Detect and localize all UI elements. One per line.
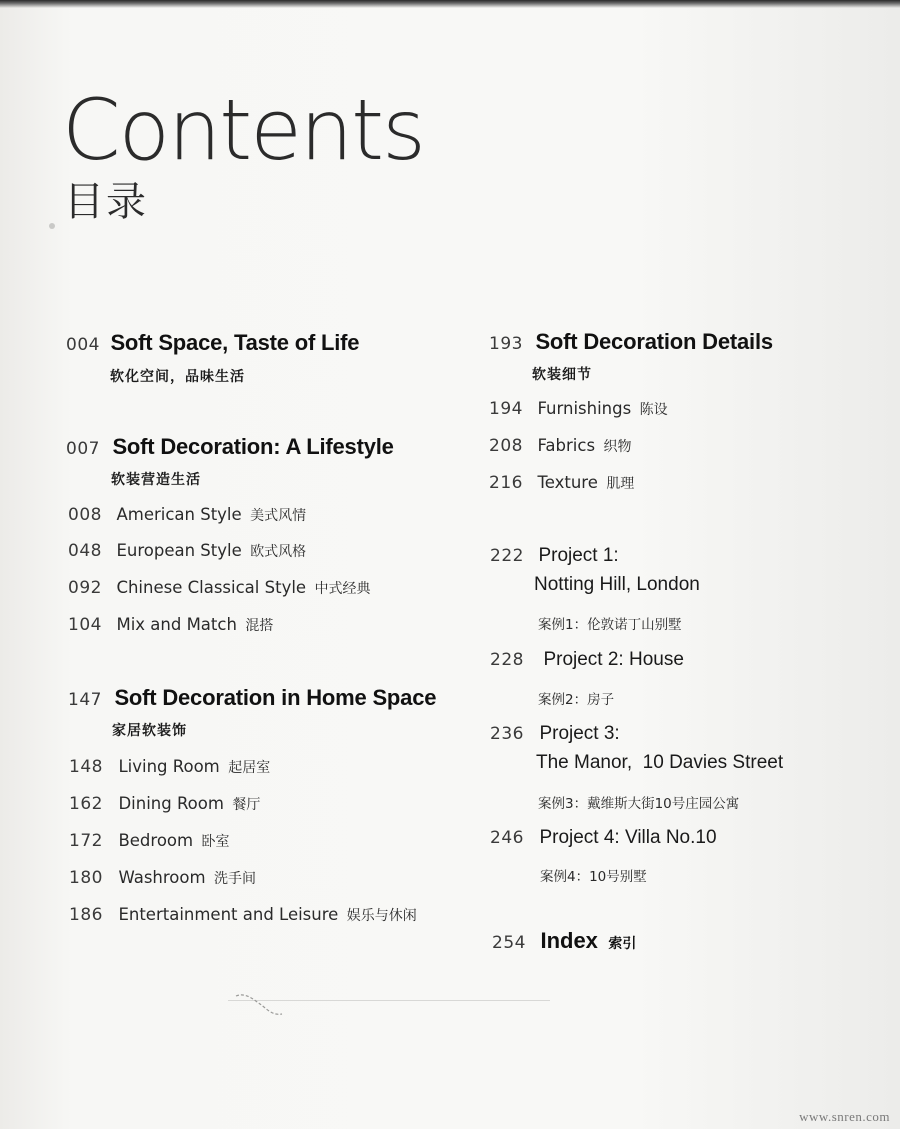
watermark: www.snren.com: [799, 1109, 890, 1124]
item-title-chinese: 卧室: [201, 834, 230, 850]
item-title-chinese: 娱乐与休闲: [346, 908, 417, 924]
item-page-number: 180: [69, 868, 103, 888]
toc-project-2[interactable]: [490, 649, 684, 671]
toc-item-fabrics[interactable]: [489, 436, 632, 456]
section-title-chinese: 软化空间，品味生活: [110, 369, 245, 385]
item-title-chinese: 美式风情: [250, 508, 307, 524]
toc-project-1[interactable]: [490, 545, 619, 567]
item-page-number: 172: [69, 831, 103, 851]
project-subtitle: Notting Hill, London: [534, 574, 700, 595]
item-title-chinese: 中式经典: [314, 581, 371, 597]
item-title-chinese: 起居室: [228, 760, 271, 776]
section-page-number: 147: [68, 690, 102, 710]
toc-item-living-room[interactable]: [69, 757, 270, 777]
item-title: European Style: [116, 541, 242, 560]
section-title: Soft Space, Taste of Life: [110, 330, 360, 355]
item-title-chinese: 混搭: [245, 618, 274, 634]
toc-index[interactable]: [492, 928, 636, 954]
page-title: Contents: [62, 81, 424, 179]
toc-project-3[interactable]: [490, 723, 620, 745]
section-title: Soft Decoration Details: [535, 329, 773, 354]
section-title: Soft Decoration: A Lifestyle: [112, 434, 394, 459]
index-page-number: 254: [492, 933, 526, 953]
item-title-chinese: 陈设: [639, 402, 668, 418]
toc-item-dining-room[interactable]: [69, 794, 260, 814]
item-page-number: 048: [68, 541, 102, 561]
item-page-number: 216: [489, 473, 523, 493]
project-page-number: 246: [490, 828, 524, 848]
item-title: Texture: [537, 473, 598, 492]
item-title: Entertainment and Leisure: [118, 905, 339, 924]
item-title-chinese: 织物: [603, 439, 632, 455]
item-title: Washroom: [118, 868, 206, 887]
index-title-chinese: 索引: [608, 936, 637, 952]
section-title-chinese: 软装营造生活: [111, 472, 201, 488]
toc-item-chinese-classical-style[interactable]: [68, 578, 371, 598]
toc-item-furnishings[interactable]: [489, 399, 668, 419]
item-title: Furnishings: [537, 399, 632, 418]
item-title-chinese: 洗手间: [214, 871, 257, 887]
section-page-number: 007: [66, 439, 100, 459]
item-page-number: 186: [69, 905, 103, 925]
item-title: Chinese Classical Style: [116, 578, 307, 597]
section-title: Soft Decoration in Home Space: [114, 685, 437, 710]
toc-section-soft-space[interactable]: [66, 330, 359, 356]
item-page-number: 104: [68, 615, 102, 635]
toc-section-details[interactable]: [489, 329, 773, 355]
toc-item-mix-and-match[interactable]: [68, 615, 273, 635]
section-page-number: 193: [489, 334, 523, 354]
item-page-number: 194: [489, 399, 523, 419]
project-title-chinese: 案例2：房子: [538, 692, 615, 708]
item-title-chinese: 欧式风格: [250, 544, 307, 560]
item-page-number: 008: [68, 505, 102, 525]
item-title: Bedroom: [118, 831, 194, 850]
toc-section-home-space[interactable]: [68, 685, 436, 711]
project-title-chinese: 案例3：戴维斯大街10号庄园公寓: [538, 796, 740, 812]
page-top-edge: [0, 0, 900, 8]
item-title: Dining Room: [118, 794, 224, 813]
toc-item-entertainment-leisure[interactable]: [69, 905, 417, 925]
section-title-chinese: 家居软装饰: [112, 723, 187, 739]
project-title-chinese: 案例1：伦敦诺丁山别墅: [538, 617, 682, 633]
ink-smudge-mark: [232, 990, 284, 1020]
section-title-chinese: 软装细节: [532, 367, 592, 383]
index-title: Index: [540, 928, 598, 953]
item-title: Living Room: [118, 757, 220, 776]
item-title: Mix and Match: [116, 615, 237, 634]
item-title: Fabrics: [537, 436, 596, 455]
decorative-dot: [49, 223, 55, 229]
project-page-number: 228: [490, 650, 524, 670]
project-title: Project 2: House: [543, 649, 684, 670]
item-page-number: 208: [489, 436, 523, 456]
toc-item-european-style[interactable]: [68, 541, 306, 561]
item-page-number: 092: [68, 578, 102, 598]
toc-item-bedroom[interactable]: [69, 831, 230, 851]
toc-section-lifestyle[interactable]: [66, 434, 394, 460]
project-title: Project 1:: [538, 545, 619, 566]
section-page-number: 004: [66, 335, 100, 355]
item-page-number: 148: [69, 757, 103, 777]
toc-project-4[interactable]: [490, 827, 717, 849]
item-title: American Style: [116, 505, 242, 524]
project-title: Project 3:: [539, 723, 620, 744]
toc-item-american-style[interactable]: [68, 505, 306, 525]
item-title-chinese: 肌理: [606, 476, 635, 492]
project-title: Project 4: Villa No.10: [539, 827, 717, 848]
toc-item-texture[interactable]: [489, 473, 634, 493]
page-title-chinese: 目录: [64, 179, 148, 225]
item-page-number: 162: [69, 794, 103, 814]
project-page-number: 222: [490, 546, 524, 566]
project-title-chinese: 案例4：10号别墅: [540, 869, 647, 885]
project-subtitle: The Manor, 10 Davies Street: [536, 752, 784, 773]
toc-item-washroom[interactable]: [69, 868, 256, 888]
project-page-number: 236: [490, 724, 524, 744]
item-title-chinese: 餐厅: [232, 797, 261, 813]
